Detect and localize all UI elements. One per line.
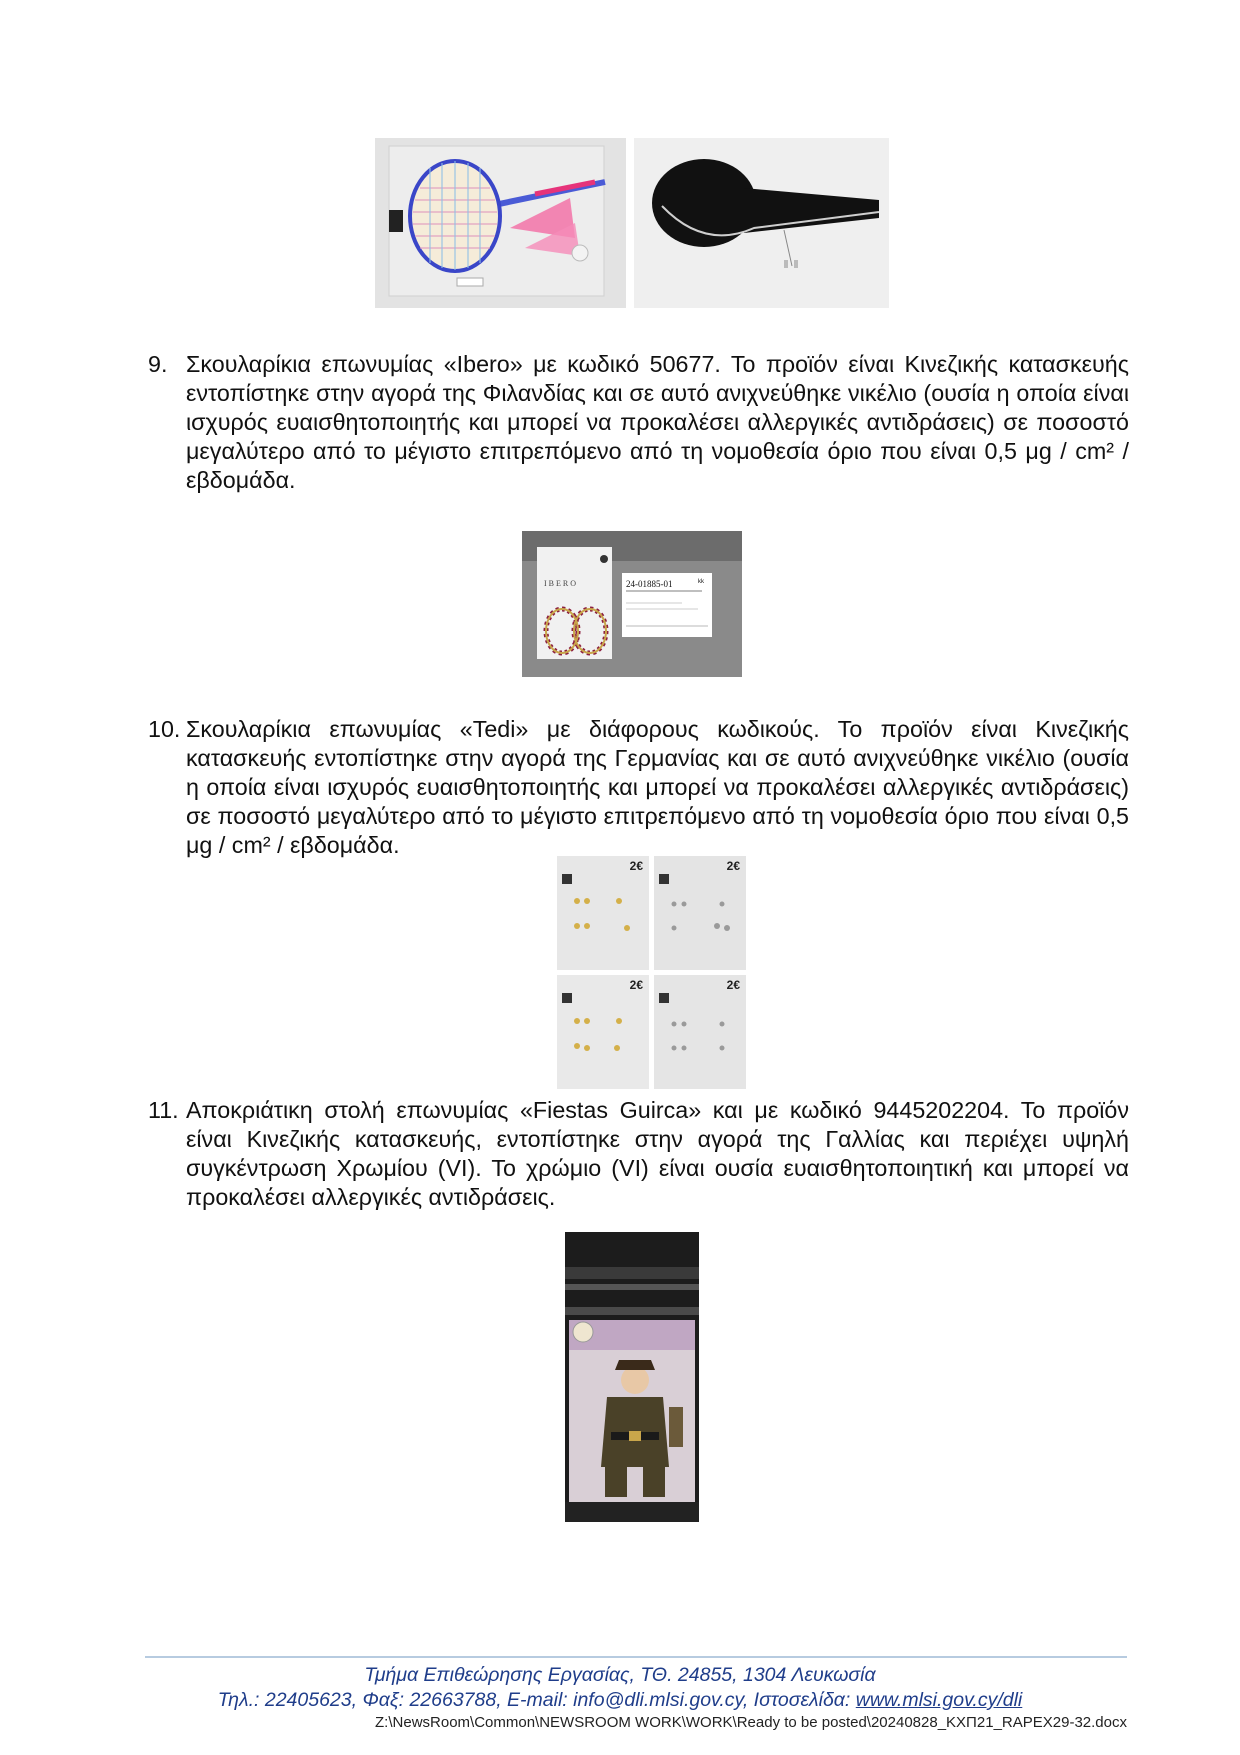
list-item-9 [148, 350, 1129, 495]
ibero-tag-code: 24-01885-01 [626, 579, 673, 589]
list-item-10 [148, 715, 1129, 860]
list-item-11 [148, 1096, 1129, 1212]
ibero-tag-side: kk [698, 579, 704, 585]
item-text: Σκουλαρίκια επωνυμίας «Ibero» με κωδικό 50677. Το προϊόν είναι Κινεζικής κατασκευής εντοπίστηκε στην αγορά της Φιλανδίας και σε αυτό ανιχνεύθηκε νικέλιο (ουσία η οποία είναι ισχυρός ευαισθητοποιητής και μπορεί να προκαλέσει αλλεργικές αντιδράσεις) σε ποσοστό μεγαλύτερο από το μέγιστο επιτρεπόμενο από τη νομοθεσία όριο που είναι 0,5 μg / cm² / εβδομάδα. [186, 351, 1129, 493]
tedi-earrings-photo [557, 856, 746, 1089]
racket-bag-photo [634, 138, 889, 308]
tedi-price-label: 2€ [726, 978, 740, 992]
item-number: 9. [148, 351, 168, 377]
ibero-brand-label: IBERO [544, 579, 578, 588]
footer-address: Τμήμα Επιθεώρησης Εργασίας, ΤΘ. 24855, 1304 Λευκωσία [364, 1664, 876, 1686]
item-text: Σκουλαρίκια επωνυμίας «Tedi» με διάφορους κωδικούς. Το προϊόν είναι Κινεζικής κατασκευής εντοπίστηκε στην αγορά της Γερμανίας και σε αυτό ανιχνεύθηκε νικέλιο (ουσία η οποία είναι ισχυρός ευαισθητοποιητής και μπορεί να προκαλέσει αλλεργικές αντιδράσεις) σε ποσοστό μεγαλύτερο από το μέγιστο επιτρεπόμενο από τη νομοθεσία όριο που είναι 0,5 μg / cm² / εβδομάδα. [186, 716, 1129, 858]
item-text: Αποκριάτικη στολή επωνυμίας «Fiestas Guirca» και με κωδικό 9445202204. Το προϊόν είναι Κινεζικής κατασκευής, εντοπίστηκε στην αγορά της Γαλλίας και περιέχει υψηλή συγκέντρωση Χρωμίου (VI). Το χρώμιο (VI) είναι ουσία ευαισθητοποιητική και μπορεί να προκαλέσει αλλεργικές αντιδράσεις. [186, 1097, 1129, 1210]
footer-divider [145, 1656, 1127, 1658]
item-number: 10. [148, 716, 181, 742]
footer-contact-text: Τηλ.: 22405623, Φαξ: 22663788, E-mail: info@dli.mlsi.gov.cy, Ιστοσελίδα: [217, 1689, 856, 1711]
footer-website-link[interactable]: www.mlsi.gov.cy/dli [855, 1689, 1023, 1711]
tedi-price-label: 2€ [726, 859, 740, 873]
tedi-card-4 [654, 975, 746, 1089]
footer-file-path: Z:\NewsRoom\Common\NEWSROOM WORK\WORK\Ready to be posted\20240828_ΚΧΠ21_RAPEX29-32.docx [375, 1714, 1127, 1731]
ibero-earrings-photo [522, 531, 742, 677]
badminton-set-photo [375, 138, 626, 308]
tedi-card-3 [557, 975, 649, 1089]
tedi-price-label: 2€ [629, 978, 643, 992]
tedi-price-label: 2€ [629, 859, 643, 873]
footer-contact [0, 1689, 1240, 1712]
tedi-card-2 [654, 856, 746, 970]
item-number: 11. [148, 1097, 179, 1123]
tedi-card-1 [557, 856, 649, 970]
costume-package-photo [565, 1232, 699, 1522]
